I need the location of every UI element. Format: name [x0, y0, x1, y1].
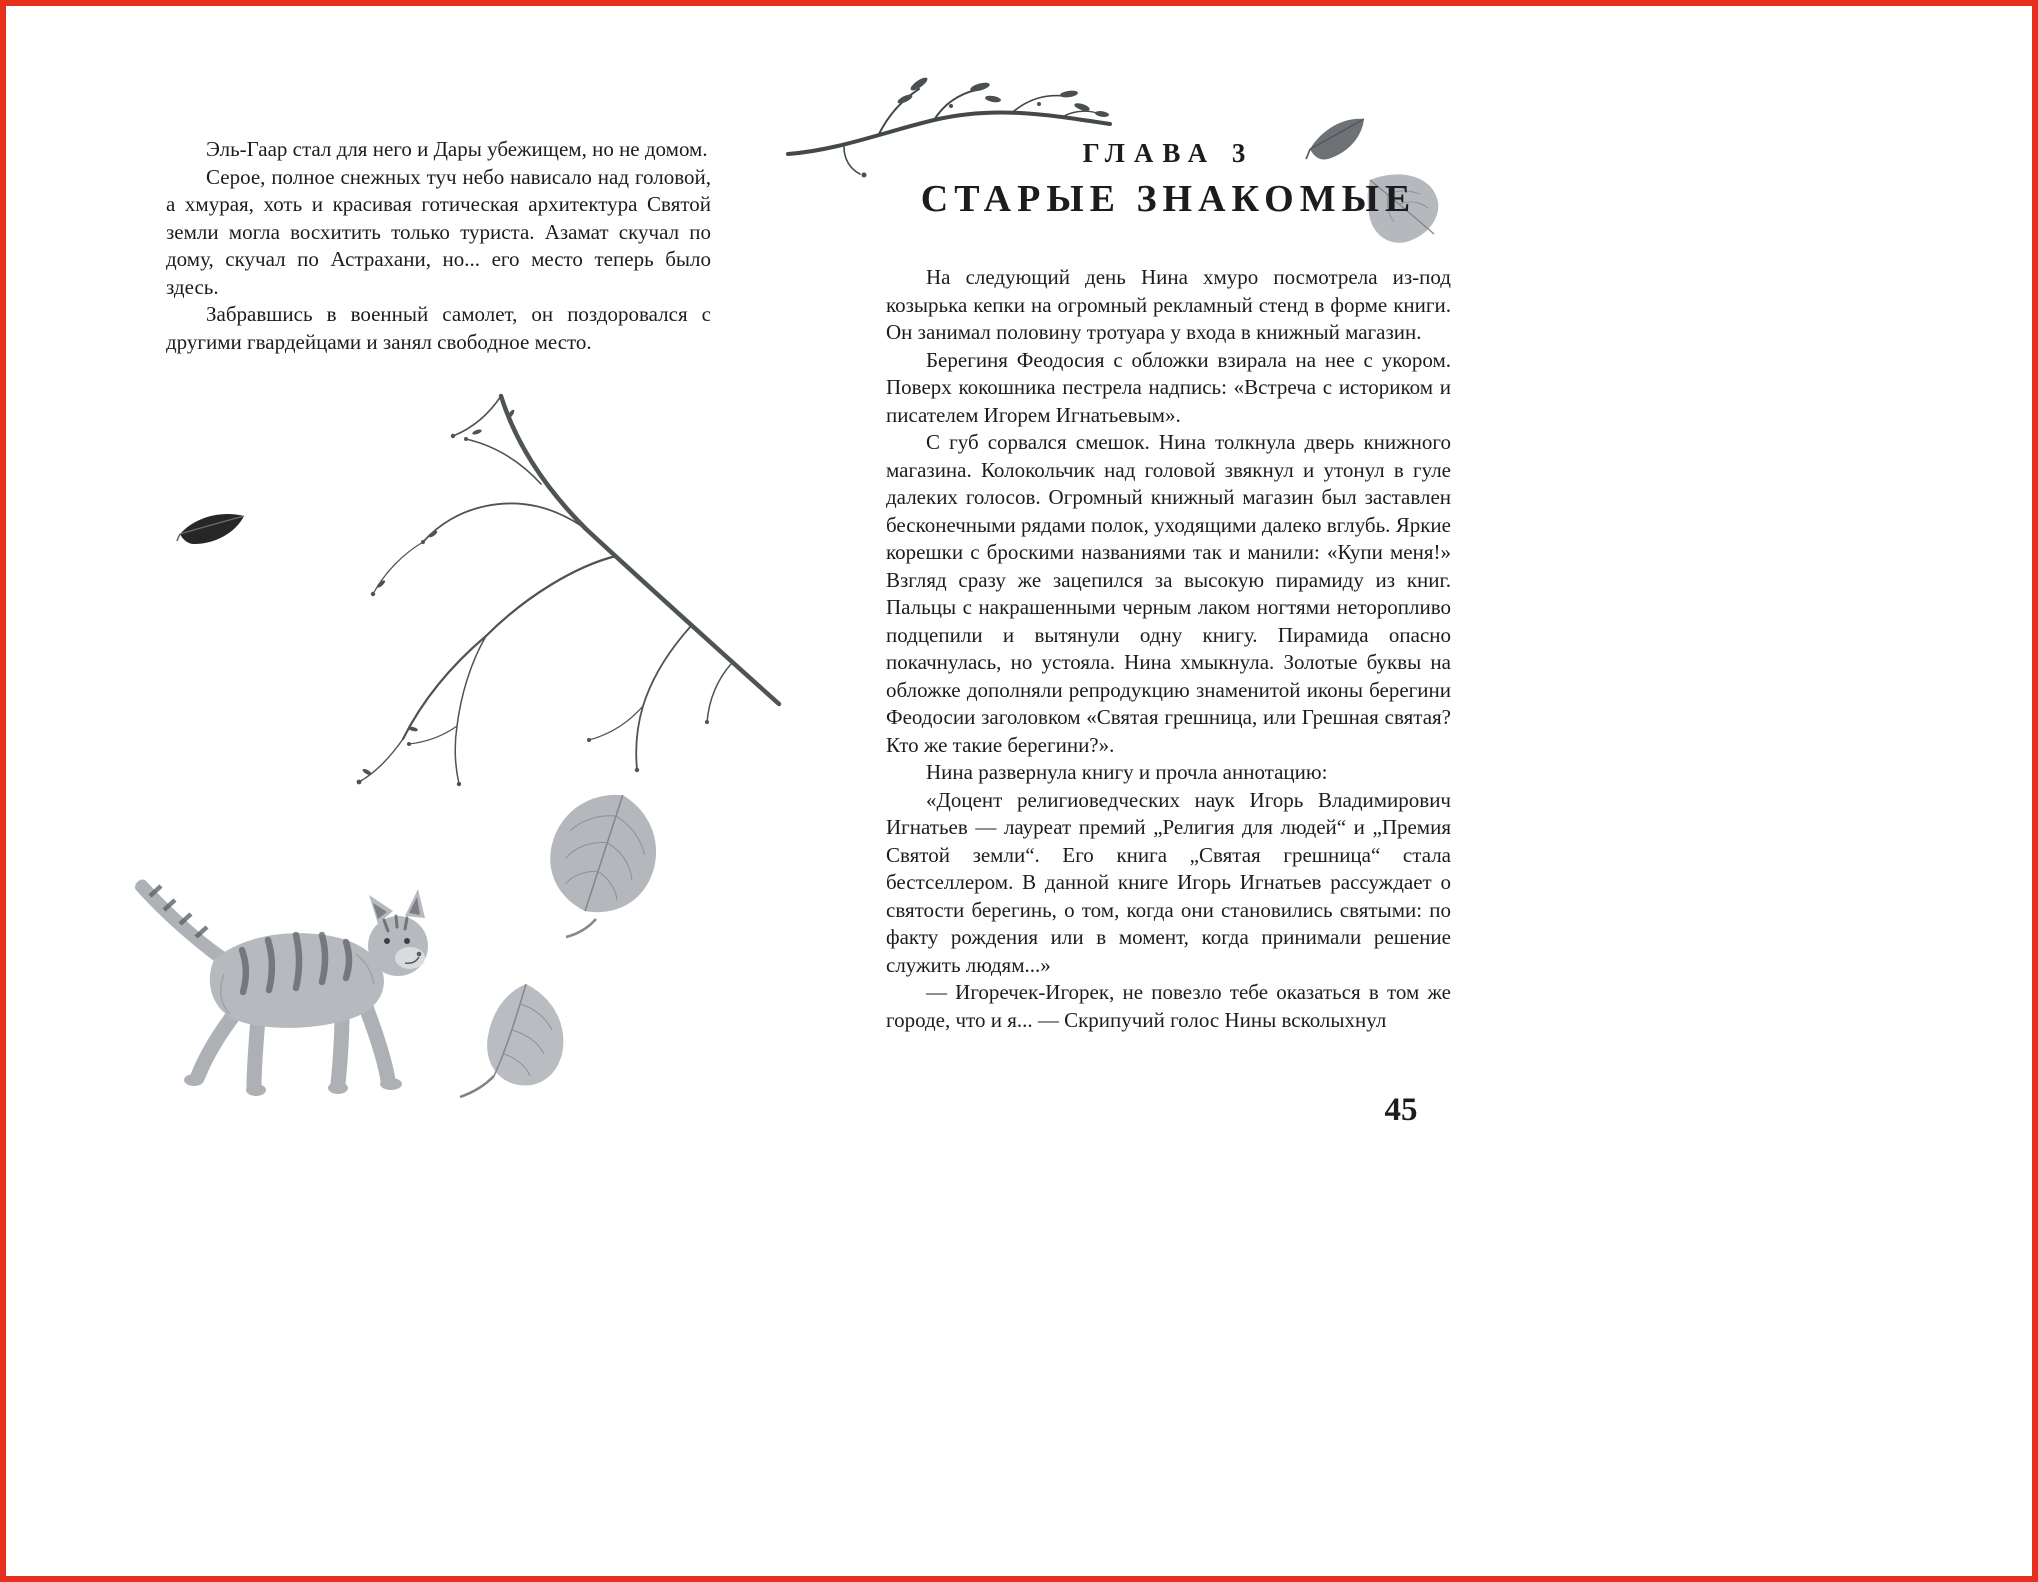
small-leaf-illustration [176, 504, 248, 552]
left-page-text [166, 136, 711, 356]
paragraph: Эль-Гаар стал для него и Дары убежищем, но не домом. [206, 137, 708, 161]
chapter-number: ГЛАВА 3 [1082, 138, 1255, 168]
right-page-text [886, 264, 1451, 1034]
paragraph: Серое, полное снежных туч небо нависало над головой, а хмурая, хоть и красивая готическая архитектура Святой земли могла восхитить только туриста. Азамат скучал по дому, скучал по Астрахани, но... его место теперь было здесь. [166, 164, 711, 299]
bottom-leaf-illustration [454, 978, 574, 1103]
paragraph: На следующий день Нина хмуро посмотрела из-под козырька кепки на огромный рекламный стенд в форме книги. Он занимал половину тротуара у входа в книжный магазин. [886, 265, 1451, 344]
paragraph: Нина развернула книгу и прочла аннотацию: [926, 760, 1328, 784]
mid-skeleton-leaf-illustration [528, 784, 678, 939]
paragraph: С губ сорвался смешок. Нина толкнула дверь книжного магазина. Колокольчик над головой звякнул и утонул в гуле далеких голосов. Огромный книжный магазин был заставлен бесконечными рядами полок, уходящими далеко вглубь. Яркие корешки с броскими названиями так и манили: «Купи меня!» Взгляд сразу же зацепился за высокую пирамиду из книг. Пальцы с накрашенными черным лаком ногтями неторопливо подцепили и вытянули одну книгу. Пирамида опасно покачнулась, но устояла. Нина хмыкнула. Золотые буквы на обложке дополняли репродукцию знаменитой иконы берегини Феодосии заголовком «Святая грешница, или Грешная святая? Кто же такие берегини?». [886, 430, 1451, 757]
chapter-title: СТАРЫЕ ЗНАКОМЫЕ [920, 178, 1417, 220]
paragraph: «Доцент религиоведческих наук Игорь Владимирович Игнатьев — лауреат премий „Религия для людей“ и „Премия Святой земли“. Его книга „Святая грешница“ стала бестселлером. В данной книге Игорь Игнатьев рассуждает о святости берегинь, о том, когда они становились святыми: по факту рождения или в момент, когда принимали решение служить людям...» [886, 787, 1451, 977]
cat-illustration [106, 864, 456, 1114]
paragraph: Берегиня Феодосия с обложки взирала на нее с укором. Поверх кокошника пестрела надпись: «Встреча с историком и писателем Игорем Игнатьевым». [886, 347, 1451, 427]
paragraph: — Игоречек-Игорек, не повезло тебе оказаться в том же городе, что и я... — Скрипучий голос Нины всколыхнул [886, 980, 1451, 1032]
paragraph: Забравшись в военный самолет, он поздоровался с другими гвардейцами и занял свободное место. [166, 302, 711, 354]
large-branch-illustration [281, 384, 796, 824]
chapter-heading [886, 138, 1451, 221]
page-number: 45 [1384, 1092, 1418, 1128]
